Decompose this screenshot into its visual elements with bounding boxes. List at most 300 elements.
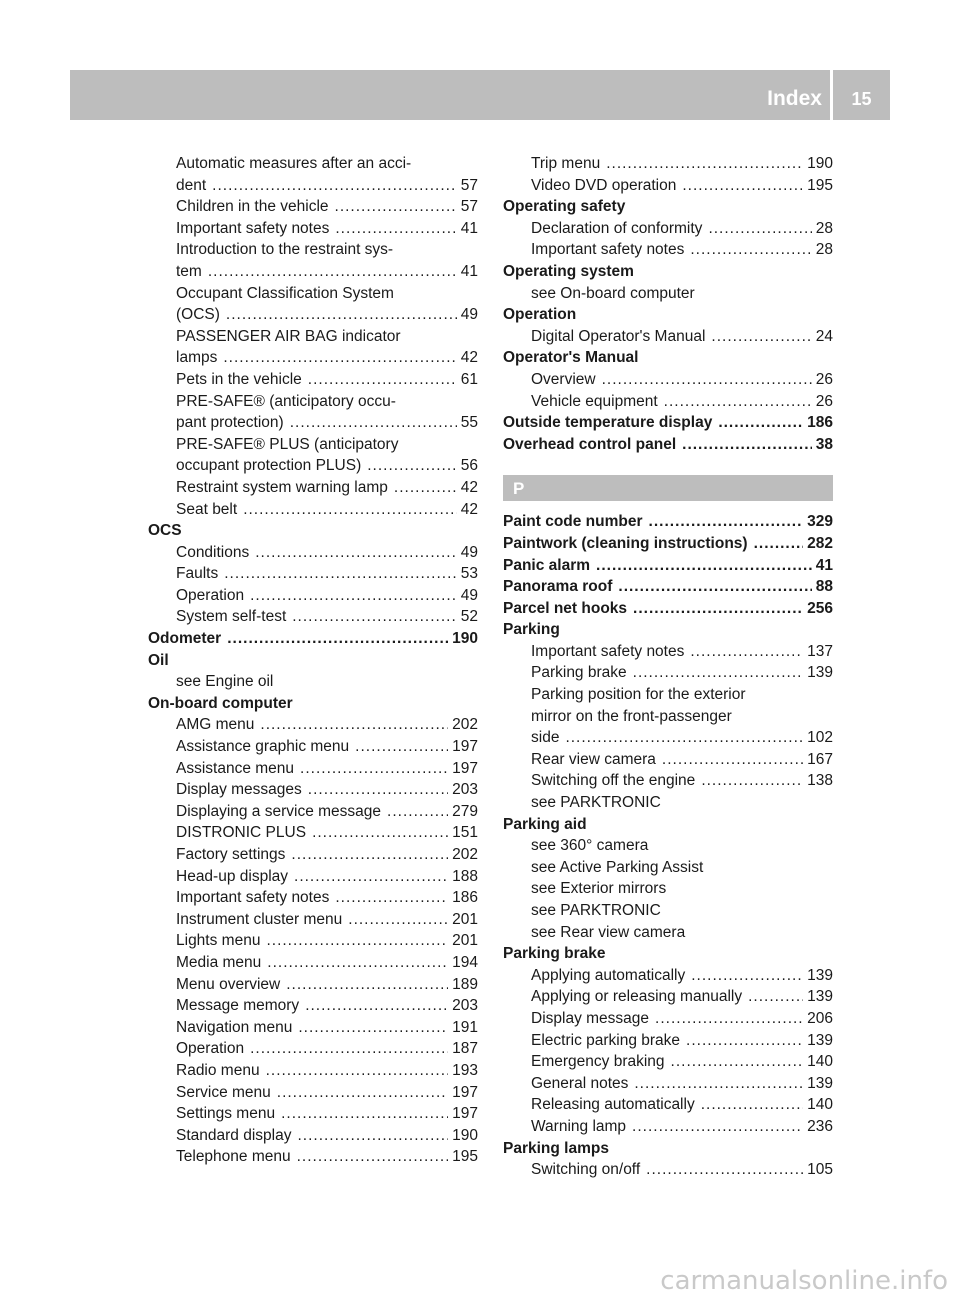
index-entry	[503, 706, 833, 728]
dot-leader	[300, 758, 448, 780]
dot-leader	[208, 261, 457, 283]
dot-leader	[682, 175, 803, 197]
entry-text: occupant protection PLUS)	[176, 457, 362, 475]
index-heading	[148, 520, 478, 542]
entry-text: dent	[176, 176, 207, 194]
entry-text: Factory settings	[176, 846, 286, 863]
dot-leader	[701, 770, 803, 792]
index-entry	[148, 974, 478, 996]
entry-page-number: 329	[807, 513, 833, 531]
entry-text: Applying or releasing manually	[531, 988, 743, 1006]
index-entry	[148, 455, 478, 477]
entry-page-number: 102	[807, 729, 833, 747]
dot-leader	[224, 563, 457, 585]
index-entry	[148, 218, 478, 240]
index-entry	[503, 835, 833, 857]
index-entry	[148, 606, 478, 628]
entry-text: Settings menu	[176, 1105, 276, 1123]
dot-leader	[291, 844, 448, 866]
index-entry	[503, 641, 833, 663]
entry-page-number: 193	[452, 1061, 478, 1079]
entry-text: Seat belt	[176, 500, 238, 518]
entry-text: see PARKTRONIC	[531, 902, 661, 919]
section-letter: P	[513, 479, 525, 499]
dot-leader	[286, 974, 448, 996]
index-entry	[148, 844, 478, 866]
entry-text: Important safety notes	[176, 889, 330, 907]
entry-text: mirror on the front-passenger	[531, 707, 732, 725]
entry-page-number: 139	[807, 988, 833, 1006]
index-entry	[148, 671, 478, 693]
dot-leader	[266, 1060, 449, 1082]
dot-leader	[290, 412, 457, 434]
entry-text: Parking	[503, 621, 560, 639]
entry-text: Restraint system warning lamp	[176, 478, 388, 496]
page-number: 15	[851, 89, 872, 109]
dot-leader	[754, 533, 804, 555]
index-entry	[148, 563, 478, 585]
dot-leader	[633, 598, 803, 620]
index-entry	[148, 261, 478, 283]
index-heading	[503, 511, 833, 533]
index-entry	[503, 1008, 833, 1030]
entry-text: Telephone menu	[176, 1148, 291, 1166]
dot-leader	[646, 1159, 803, 1181]
index-entry	[148, 736, 478, 758]
entry-text: Vehicle equipment	[531, 392, 658, 410]
entry-text: Overhead control panel	[503, 435, 677, 453]
dot-leader	[212, 175, 457, 197]
entry-text: PRE-SAFE® PLUS (anticipatory	[176, 435, 399, 453]
index-entry	[503, 1159, 833, 1181]
index-entry	[148, 1146, 478, 1168]
entry-page-number: 139	[807, 1031, 833, 1049]
entry-text: Parcel net hooks	[503, 599, 628, 617]
index-heading	[503, 412, 833, 434]
entry-text: System self-test	[176, 608, 287, 626]
index-entry	[148, 930, 478, 952]
dot-leader	[664, 391, 812, 413]
entry-page-number: 56	[460, 457, 478, 475]
entry-text: Video DVD operation	[531, 176, 677, 194]
entry-page-number: 42	[460, 349, 478, 367]
index-entry	[503, 792, 833, 814]
index-entry	[148, 347, 478, 369]
watermark: carmanualsonline.info	[660, 1266, 948, 1296]
index-entry	[148, 952, 478, 974]
entry-page-number: 26	[815, 370, 833, 388]
dot-leader	[297, 1146, 449, 1168]
dot-leader	[367, 455, 457, 477]
entry-text: Operation	[176, 586, 245, 604]
index-entry	[148, 1125, 478, 1147]
index-entry	[148, 909, 478, 931]
entry-text: Switching on/off	[531, 1161, 641, 1179]
dot-leader	[335, 218, 456, 240]
entry-text: Lights menu	[176, 932, 261, 950]
entry-page-number: 203	[452, 997, 478, 1015]
entry-text: Switching off the engine	[531, 772, 696, 790]
entry-text: AMG menu	[176, 716, 255, 734]
dot-leader	[250, 1038, 448, 1060]
dot-leader	[748, 986, 803, 1008]
index-entry	[148, 196, 478, 218]
dot-leader	[691, 965, 803, 987]
entry-text: OCS	[148, 522, 182, 540]
entry-text: Instrument cluster menu	[176, 910, 343, 928]
index-entry	[148, 153, 478, 175]
entry-text: DISTRONIC PLUS	[176, 824, 307, 842]
entry-text: Assistance graphic menu	[176, 738, 350, 756]
entry-text: General notes	[531, 1074, 629, 1092]
index-entry	[148, 542, 478, 564]
index-heading	[148, 628, 478, 650]
entry-text: Parking aid	[503, 815, 587, 833]
index-column-left	[148, 153, 478, 1168]
section-header	[503, 475, 833, 501]
dot-leader	[649, 511, 804, 533]
entry-text: Electric parking brake	[531, 1031, 681, 1049]
dot-leader	[701, 1094, 803, 1116]
index-heading	[503, 533, 833, 555]
index-entry	[148, 714, 478, 736]
dot-leader	[281, 1103, 448, 1125]
entry-text: (OCS)	[176, 306, 220, 324]
index-heading	[503, 434, 833, 456]
entry-page-number: 202	[452, 716, 478, 734]
index-entry	[503, 986, 833, 1008]
entry-page-number: 28	[815, 241, 833, 259]
index-heading	[148, 650, 478, 672]
entry-page-number: 49	[460, 586, 478, 604]
entry-page-number: 140	[807, 1053, 833, 1071]
entry-page-number: 188	[452, 867, 478, 885]
entry-page-number: 41	[815, 556, 833, 574]
entry-page-number: 49	[460, 543, 478, 561]
dot-leader	[686, 1030, 803, 1052]
entry-text: Message memory	[176, 997, 300, 1015]
dot-leader	[243, 499, 457, 521]
entry-page-number: 88	[815, 578, 833, 596]
entry-page-number: 55	[460, 414, 478, 432]
dot-leader	[671, 1051, 804, 1073]
entry-text: Conditions	[176, 543, 250, 561]
entry-page-number: 41	[460, 262, 478, 280]
entry-text: side	[531, 729, 560, 747]
entry-page-number: 282	[807, 534, 833, 552]
index-entry	[148, 995, 478, 1017]
entry-text: Paint code number	[503, 513, 643, 531]
index-entry	[148, 499, 478, 521]
index-entry	[503, 239, 833, 261]
index-entry	[148, 866, 478, 888]
entry-page-number: 190	[807, 155, 833, 172]
dot-leader	[565, 727, 803, 749]
entry-text: Displaying a service message	[176, 802, 382, 820]
index-entry	[503, 749, 833, 771]
entry-text: Panorama roof	[503, 578, 613, 596]
entry-text: Rear view camera	[531, 750, 656, 768]
index-entry	[148, 887, 478, 909]
entry-page-number: 186	[807, 414, 833, 432]
entry-page-number: 38	[815, 435, 833, 453]
entry-page-number: 236	[807, 1117, 833, 1135]
entry-page-number: 201	[452, 910, 478, 928]
dot-leader	[227, 628, 448, 650]
entry-text: see On-board computer	[531, 284, 695, 302]
index-heading	[503, 261, 833, 283]
entry-text: Parking brake	[503, 945, 606, 963]
index-entry	[148, 1082, 478, 1104]
index-entry	[503, 727, 833, 749]
dot-leader	[387, 801, 448, 823]
entry-text: Radio menu	[176, 1061, 260, 1079]
dot-leader	[711, 326, 811, 348]
index-entry	[503, 1051, 833, 1073]
entry-page-number: 105	[807, 1161, 833, 1179]
dot-leader	[632, 1116, 803, 1138]
entry-text: Standard display	[176, 1126, 292, 1144]
index-entry	[148, 1017, 478, 1039]
index-heading	[148, 693, 478, 715]
index-entry	[148, 1103, 478, 1125]
dot-leader	[308, 369, 457, 391]
index-entry	[148, 477, 478, 499]
dot-leader	[602, 369, 812, 391]
index-entry	[503, 965, 833, 987]
dot-leader	[294, 866, 448, 888]
entry-text: Display messages	[176, 781, 302, 799]
index-heading	[503, 196, 833, 218]
entry-text: Operator's Manual	[503, 349, 639, 367]
dot-leader	[260, 714, 448, 736]
index-heading	[503, 1138, 833, 1160]
entry-text: Introduction to the restraint sys-	[176, 241, 394, 259]
entry-page-number: 42	[460, 500, 478, 518]
index-entry	[148, 758, 478, 780]
entry-page-number: 201	[452, 932, 478, 950]
entry-text: Children in the vehicle	[176, 198, 329, 216]
index-entry	[148, 369, 478, 391]
dot-leader	[267, 952, 448, 974]
dot-leader	[394, 477, 457, 499]
header-bar	[70, 70, 890, 120]
dot-leader	[223, 347, 456, 369]
entry-text: Parking position for the exterior	[531, 686, 746, 704]
entry-text: Media menu	[176, 953, 262, 971]
index-entry	[503, 283, 833, 305]
entry-page-number: 197	[452, 1083, 478, 1101]
dot-leader	[662, 749, 803, 771]
index-entry	[148, 801, 478, 823]
entry-page-number: 57	[460, 198, 478, 216]
entry-text: Paintwork (cleaning instructions)	[503, 534, 748, 552]
index-entry	[503, 153, 833, 175]
index-entry	[148, 239, 478, 261]
index-entry	[503, 1094, 833, 1116]
entry-page-number: 194	[452, 953, 478, 971]
dot-leader	[297, 1125, 448, 1147]
index-entry	[503, 369, 833, 391]
entry-text: Declaration of conformity	[531, 219, 703, 237]
index-entry	[148, 585, 478, 607]
entry-page-number: 197	[452, 759, 478, 777]
entry-text: Outside temperature display	[503, 414, 713, 432]
entry-page-number: 26	[815, 392, 833, 410]
dot-leader	[250, 585, 457, 607]
entry-text: see PARKTRONIC	[531, 794, 661, 812]
entry-page-number: 190	[452, 1126, 478, 1144]
entry-page-number: 197	[452, 738, 478, 756]
dot-leader	[277, 1082, 448, 1104]
entry-page-number: 195	[452, 1148, 478, 1166]
index-heading	[503, 304, 833, 326]
entry-text: Head-up display	[176, 867, 289, 885]
entry-text: see Active Parking Assist	[531, 858, 704, 876]
entry-text: Important safety notes	[531, 241, 685, 259]
entry-page-number: 49	[460, 306, 478, 324]
entry-text: Overview	[531, 370, 596, 388]
page-title: Index	[767, 87, 822, 110]
index-entry	[148, 391, 478, 413]
index-entry	[148, 326, 478, 348]
entry-page-number: 139	[807, 966, 833, 984]
entry-text: Releasing automatically	[531, 1096, 695, 1114]
index-heading	[503, 814, 833, 836]
index-entry	[148, 434, 478, 456]
index-heading	[503, 619, 833, 641]
entry-page-number: 24	[815, 327, 833, 345]
index-entry	[503, 857, 833, 879]
entry-text: Pets in the vehicle	[176, 370, 302, 388]
entry-text: Operation	[503, 306, 577, 324]
entry-page-number: 197	[452, 1105, 478, 1123]
index-entry	[148, 283, 478, 305]
index-heading	[503, 943, 833, 965]
entry-page-number: 41	[460, 219, 478, 237]
entry-page-number: 140	[807, 1096, 833, 1114]
dot-leader	[305, 995, 448, 1017]
dot-leader	[618, 576, 811, 598]
index-entry	[503, 662, 833, 684]
entry-page-number: 137	[807, 642, 833, 660]
entry-text: see Rear view camera	[531, 923, 686, 941]
dot-leader	[255, 542, 457, 564]
entry-text: Operating system	[503, 262, 634, 280]
entry-text: Service menu	[176, 1083, 271, 1101]
entry-text: On-board computer	[148, 694, 293, 712]
entry-text: Faults	[176, 565, 219, 583]
entry-page-number: 42	[460, 478, 478, 496]
entry-text: Digital Operator's Manual	[531, 327, 706, 345]
index-entry	[148, 1060, 478, 1082]
dot-leader	[312, 822, 448, 844]
entry-page-number: 61	[460, 370, 478, 388]
index-entry	[148, 412, 478, 434]
entry-page-number: 186	[452, 889, 478, 907]
dot-leader	[634, 1073, 803, 1095]
entry-page-number: 203	[452, 781, 478, 799]
entry-page-number: 195	[807, 176, 833, 194]
entry-page-number: 139	[807, 664, 833, 682]
entry-text: Parking lamps	[503, 1139, 609, 1157]
index-column-right	[503, 153, 833, 1181]
index-heading	[503, 598, 833, 620]
entry-page-number: 53	[460, 565, 478, 583]
entry-text: Odometer	[148, 630, 222, 648]
index-entry	[148, 779, 478, 801]
entry-text: see 360° camera	[531, 837, 649, 855]
entry-page-number: 256	[807, 599, 833, 617]
index-entry	[503, 900, 833, 922]
index-entry	[148, 822, 478, 844]
entry-page-number: 139	[807, 1074, 833, 1092]
entry-page-number: 206	[807, 1009, 833, 1027]
entry-text: see Exterior mirrors	[531, 880, 667, 898]
dot-leader	[226, 304, 457, 326]
index-entry	[503, 878, 833, 900]
dot-leader	[355, 736, 448, 758]
dot-leader	[655, 1008, 803, 1030]
entry-page-number: 28	[815, 219, 833, 237]
dot-leader	[633, 662, 803, 684]
index-entry	[503, 1116, 833, 1138]
entry-text: Assistance menu	[176, 759, 295, 777]
dot-leader	[606, 153, 803, 175]
index-entry	[503, 391, 833, 413]
index-entry	[503, 326, 833, 348]
index-entry	[148, 175, 478, 197]
index-heading	[503, 555, 833, 577]
index-entry	[503, 684, 833, 706]
dot-leader	[682, 434, 812, 456]
entry-page-number: 191	[452, 1018, 478, 1036]
entry-text: Navigation menu	[176, 1018, 293, 1036]
entry-text: Automatic measures after an acci-	[176, 155, 412, 172]
entry-text: PASSENGER AIR BAG indicator	[176, 327, 401, 345]
entry-text: Display message	[531, 1009, 650, 1027]
dot-leader	[690, 641, 803, 663]
entry-text: PRE-SAFE® (anticipatory occu-	[176, 392, 396, 410]
dot-leader	[292, 606, 457, 628]
entry-text: Trip menu	[531, 155, 601, 172]
entry-text: pant protection)	[176, 414, 284, 432]
entry-page-number: 190	[452, 630, 478, 648]
entry-page-number: 52	[460, 608, 478, 626]
entry-text: tem	[176, 262, 202, 280]
index-entry	[148, 1038, 478, 1060]
index-heading	[503, 576, 833, 598]
index-entry	[148, 304, 478, 326]
entry-page-number: 189	[452, 975, 478, 993]
entry-text: Warning lamp	[531, 1117, 627, 1135]
entry-text: Important safety notes	[531, 642, 685, 660]
entry-page-number: 187	[452, 1040, 478, 1058]
dot-leader	[596, 555, 812, 577]
entry-text: Important safety notes	[176, 219, 330, 237]
entry-text: Operating safety	[503, 198, 626, 216]
dot-leader	[708, 218, 811, 240]
entry-page-number: 279	[452, 802, 478, 820]
index-entry	[503, 922, 833, 944]
entry-page-number: 202	[452, 846, 478, 863]
dot-leader	[335, 196, 457, 218]
index-entry	[503, 218, 833, 240]
dot-leader	[298, 1017, 448, 1039]
dot-leader	[308, 779, 448, 801]
entry-page-number: 167	[807, 750, 833, 768]
entry-page-number: 138	[807, 772, 833, 790]
